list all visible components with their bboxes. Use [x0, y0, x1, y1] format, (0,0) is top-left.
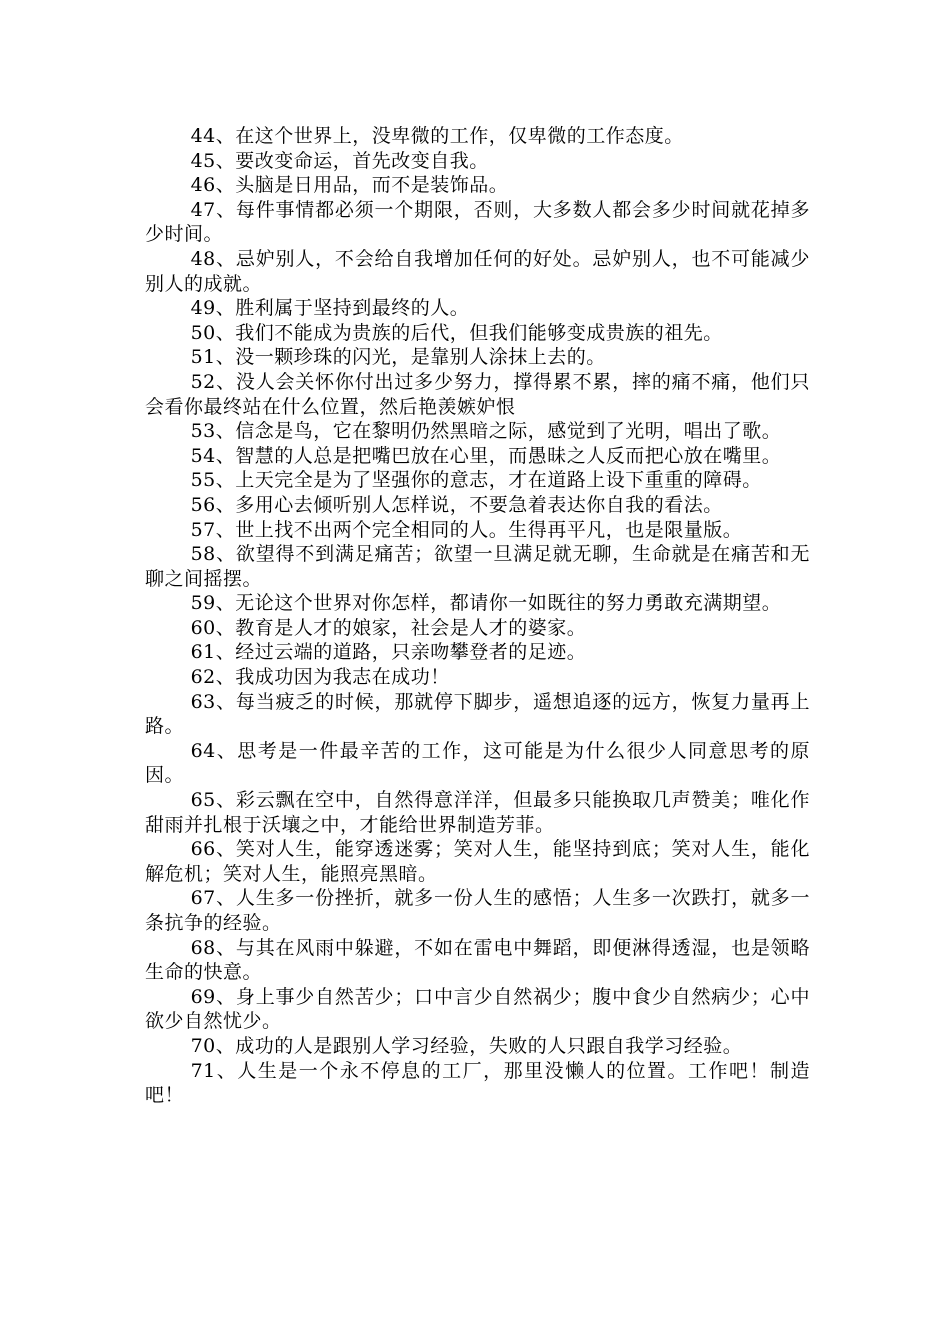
quote-paragraph-57: 57、世上找不出两个完全相同的人。生得再平凡，也是限量版。 — [190, 518, 743, 541]
quote-paragraph-52: 52、没人会关怀你付出过多少努力，撑得累不累，摔的痛不痛，他们只会看你最终站在什么位置，然后艳羡嫉妒恨 — [145, 370, 810, 418]
quote-paragraph-62: 62、我成功因为我志在成功！ — [190, 666, 450, 689]
quote-paragraph-51: 51、没一颗珍珠的闪光，是靠别人涂抹上去的。 — [190, 346, 606, 369]
quote-paragraph-45: 45、要改变命运，首先改变自我。 — [190, 149, 489, 172]
quote-paragraph-66: 66、笑对人生，能穿透迷雾；笑对人生，能坚持到底；笑对人生，能化解危机；笑对人生，能照亮黑暗。 — [145, 838, 810, 885]
quote-paragraph-44: 44、在这个世界上，没卑微的工作，仅卑微的工作态度。 — [190, 125, 684, 147]
quote-paragraph-58: 58、欲望得不到满足痛苦；欲望一旦满足就无聊，生命就是在痛苦和无聊之间摇摆。 — [145, 543, 810, 590]
quote-paragraph-48: 48、忌妒别人，不会给自我增加任何的好处。忌妒别人，也不可能减少别人的成就。 — [145, 247, 810, 295]
quote-paragraph-64: 64、思考是一件最辛苦的工作，这可能是为什么很少人同意思考的原因。 — [145, 739, 810, 787]
quote-paragraph-67: 67、人生多一份挫折，就多一份人生的感悟；人生多一次跌打，就多一条抗争的经验。 — [145, 887, 810, 934]
document-body — [145, 124, 810, 1108]
quote-paragraph-59: 59、无论这个世界对你怎样，都请你一如既往的努力勇敢充满期望。 — [190, 592, 782, 615]
quote-paragraph-47: 47、每件事情都必须一个期限，否则，大多数人都会多少时间就花掉多少时间。 — [145, 198, 810, 246]
quote-paragraph-46: 46、头脑是日用品，而不是装饰品。 — [190, 174, 509, 197]
quote-paragraph-56: 56、多用心去倾听别人怎样说，不要急着表达你自我的看法。 — [190, 493, 723, 516]
quote-paragraph-65: 65、彩云飘在空中，自然得意洋洋，但最多只能换取几声赞美；唯化作甜雨并扎根于沃壤之中，才能给世界制造芳菲。 — [145, 789, 810, 836]
quote-paragraph-71: 71、人生是一个永不停息的工厂，那里没懒人的位置。工作吧！制造吧！ — [145, 1059, 810, 1107]
quote-paragraph-68: 68、与其在风雨中躲避，不如在雷电中舞蹈，即便淋得透湿，也是领略生命的快意。 — [145, 936, 810, 984]
quote-paragraph-63: 63、每当疲乏的时候，那就停下脚步，遥想追逐的远方，恢复力量再上路。 — [145, 690, 810, 738]
quote-paragraph-69: 69、身上事少自然苦少；口中言少自然祸少；腹中食少自然病少；心中欲少自然忧少。 — [145, 985, 810, 1033]
quote-paragraph-49: 49、胜利属于坚持到最终的人。 — [190, 297, 470, 320]
quote-paragraph-60: 60、教育是人才的娘家，社会是人才的婆家。 — [190, 616, 587, 639]
quote-paragraph-55: 55、上天完全是为了坚强你的意志，才在道路上设下重重的障碍。 — [190, 469, 762, 492]
quote-paragraph-61: 61、经过云端的道路，只亲吻攀登者的足迹。 — [190, 641, 587, 664]
quote-paragraph-54: 54、智慧的人总是把嘴巴放在心里，而愚昧之人反而把心放在嘴里。 — [190, 444, 782, 467]
quote-paragraph-70: 70、成功的人是跟别人学习经验，失败的人只跟自我学习经验。 — [190, 1034, 743, 1057]
quote-paragraph-53: 53、信念是鸟，它在黎明仍然黑暗之际，感觉到了光明，唱出了歌。 — [190, 420, 782, 443]
quote-paragraph-50: 50、我们不能成为贵族的后代，但我们能够变成贵族的祖先。 — [190, 321, 723, 344]
